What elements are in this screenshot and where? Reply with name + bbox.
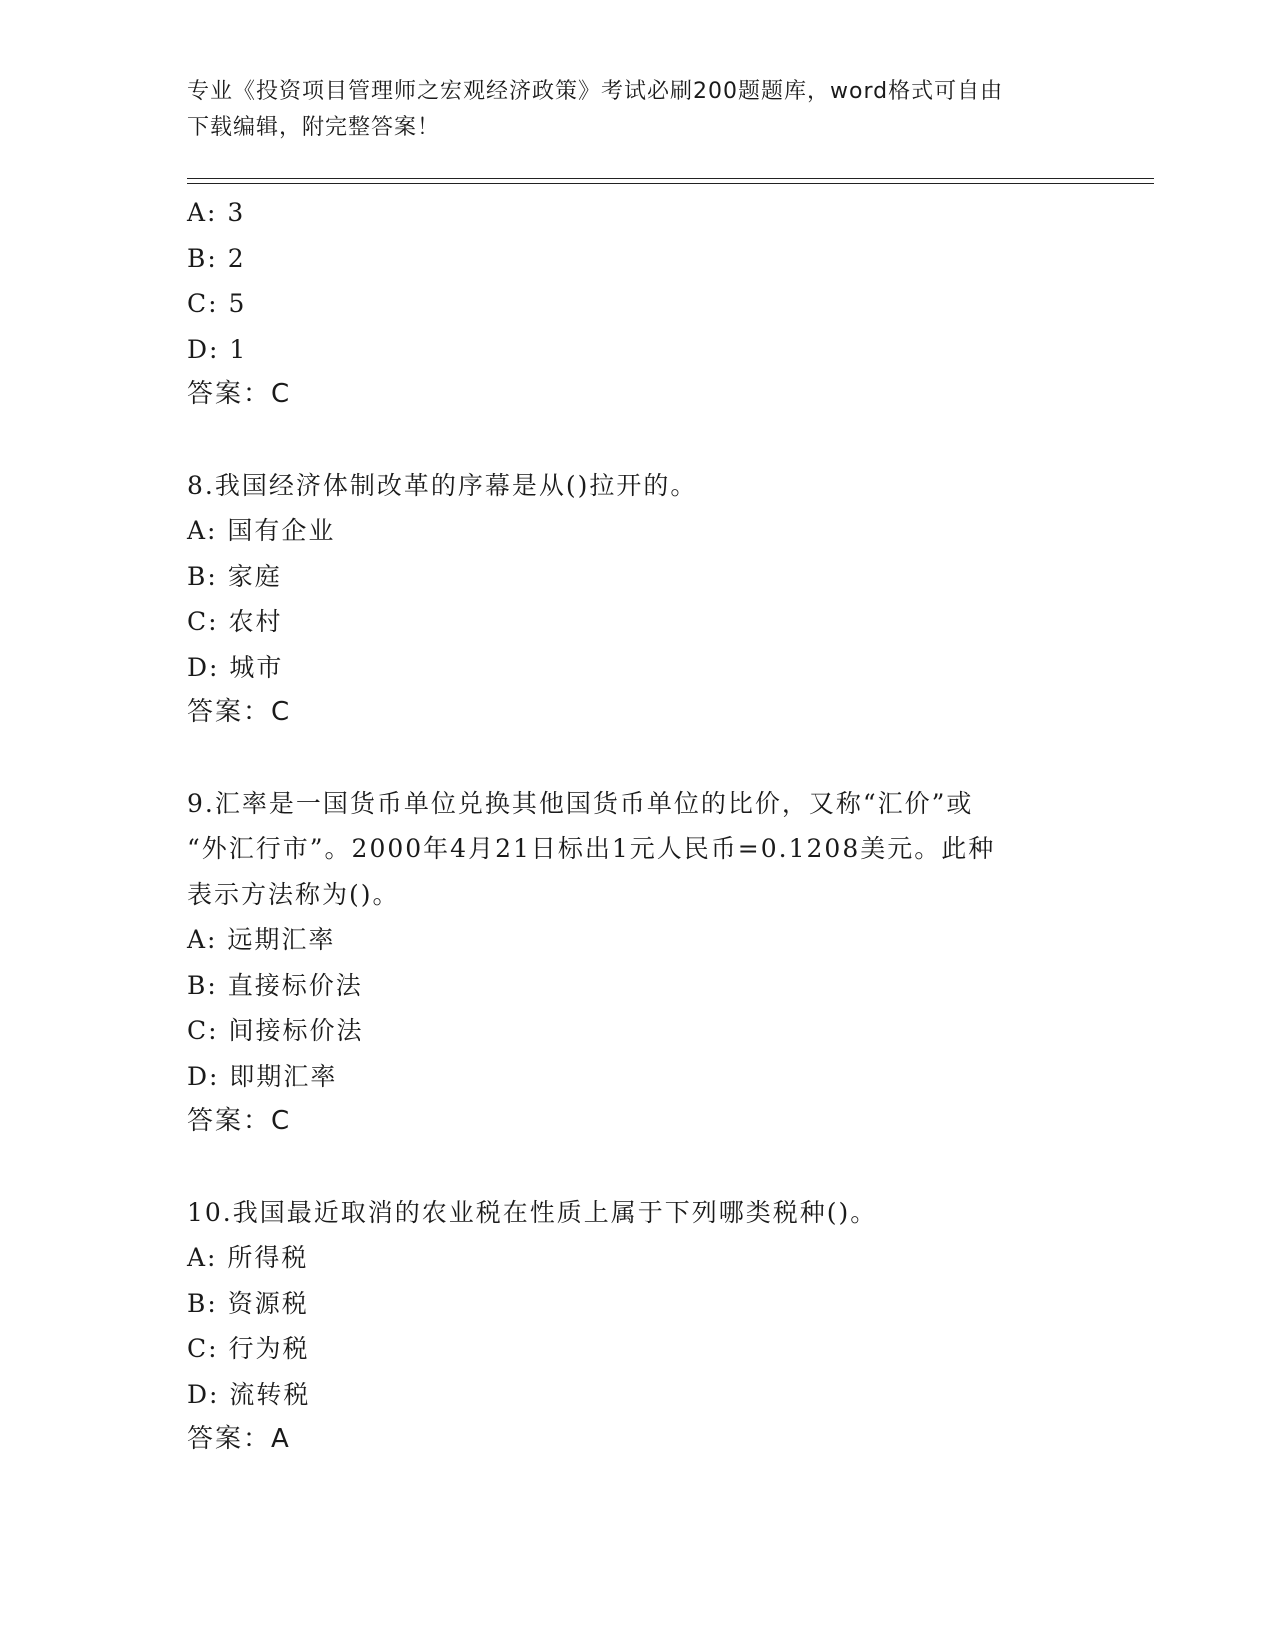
q9-option-a: A: 远期汇率 bbox=[187, 925, 336, 954]
q9-question-line3: 表示方法称为()。 bbox=[187, 879, 400, 909]
q9-answer: 答案：C bbox=[187, 1106, 292, 1136]
spacer bbox=[187, 418, 1087, 463]
spacer bbox=[187, 1145, 1087, 1190]
header-divider-top bbox=[187, 178, 1154, 179]
question-10 bbox=[187, 1190, 1087, 1463]
q8-option-b: B: 家庭 bbox=[187, 561, 282, 591]
document-header bbox=[187, 74, 1067, 146]
q9-option-b: B: 直接标价法 bbox=[187, 970, 363, 1000]
q8-option-d: D: 城市 bbox=[187, 652, 284, 682]
q8-option-c: C: 农村 bbox=[187, 607, 283, 636]
q10-option-c: C: 行为税 bbox=[187, 1334, 310, 1363]
q7-option-d: D: 1 bbox=[187, 334, 248, 364]
q9-option-c: C: 间接标价法 bbox=[187, 1016, 364, 1045]
question-list bbox=[187, 190, 1087, 1463]
q10-option-a: A: 所得税 bbox=[187, 1243, 309, 1272]
question-7 bbox=[187, 190, 1087, 418]
q8-answer: 答案：C bbox=[187, 697, 292, 727]
q7-option-a: A: 3 bbox=[187, 198, 246, 227]
q10-option-d: D: 流转税 bbox=[187, 1379, 311, 1409]
question-9 bbox=[187, 781, 1087, 1145]
q8-option-a: A: 国有企业 bbox=[187, 516, 336, 545]
spacer bbox=[187, 736, 1087, 781]
q8-question: 8.我国经济体制改革的序幕是从()拉开的。 bbox=[187, 470, 698, 500]
q7-option-c: C: 5 bbox=[187, 289, 247, 318]
q10-option-b: B: 资源税 bbox=[187, 1288, 309, 1318]
q9-question-line1: 9.汇率是一国货币单位兑换其他国货币单位的比价，又称“汇价”或 bbox=[187, 788, 974, 818]
header-divider-bottom bbox=[187, 183, 1154, 184]
q10-answer: 答案：A bbox=[187, 1424, 291, 1454]
q7-answer: 答案：C bbox=[187, 379, 292, 409]
q10-question: 10.我国最近取消的农业税在性质上属于下列哪类税种()。 bbox=[187, 1197, 878, 1227]
q9-option-d: D: 即期汇率 bbox=[187, 1061, 338, 1091]
q7-option-b: B: 2 bbox=[187, 243, 246, 273]
q9-question-line2: “外汇行市”。2000年4月21日标出1元人民币=0.1208美元。此种 bbox=[187, 834, 996, 863]
header-intro-line2: 下载编辑，附完整答案！ bbox=[187, 115, 441, 140]
question-8 bbox=[187, 463, 1087, 736]
header-intro-line1: 专业《投资项目管理师之宏观经济政策》考试必刷200题题库，word格式可自由 bbox=[187, 79, 1004, 104]
